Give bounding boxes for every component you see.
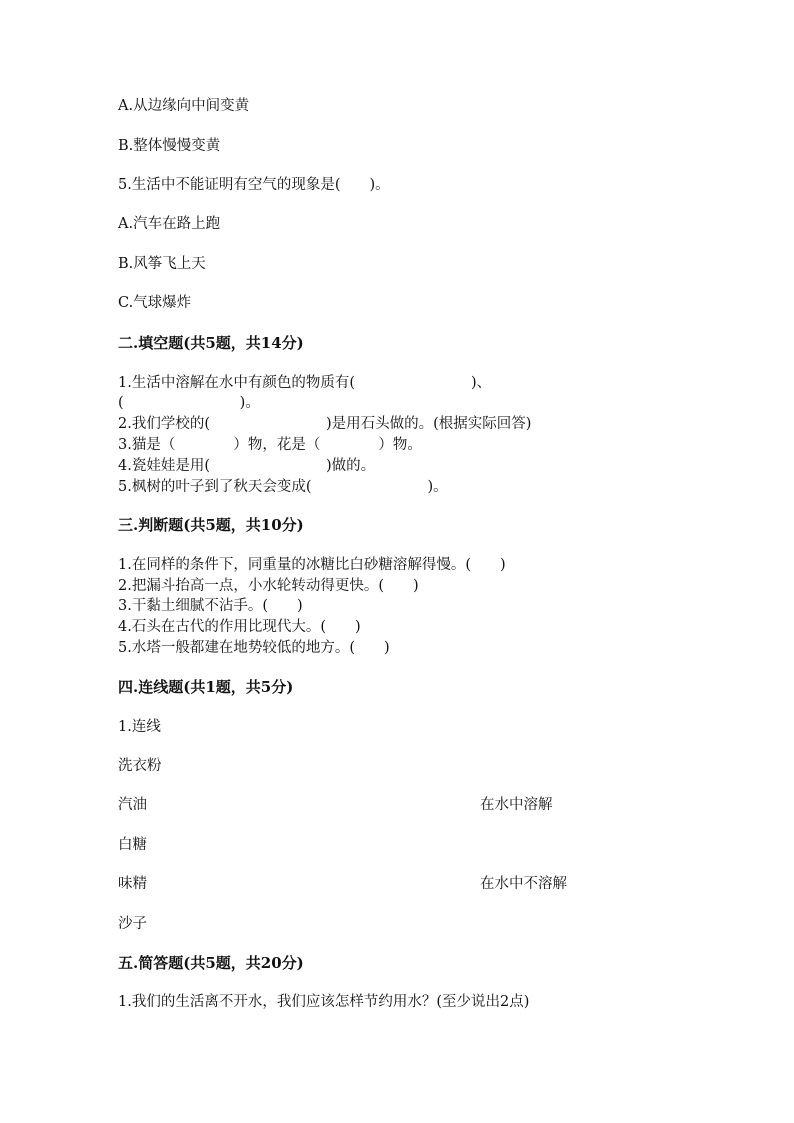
q5-option-a: A.汽车在路上跑 — [118, 216, 221, 232]
true-false-line-3: 3.干黏土细腻不沾手。( ) — [118, 598, 303, 614]
q4-option-b: B.整体慢慢变黄 — [118, 138, 221, 154]
true-false-line-5: 5.水塔一般都建在地势较低的地方。( ) — [118, 640, 390, 656]
short-answer-q1: 1.我们的生活离不开水，我们应该怎样节约用水？(至少说出2点) — [118, 994, 530, 1010]
q4-option-a: A.从边缘向中间变黄 — [118, 98, 250, 114]
fill-blank-line-1: 1.生活中溶解在水中有颜色的物质有( )、 — [118, 375, 492, 391]
q5-option-c: C.气球爆炸 — [118, 295, 192, 311]
short-answer-heading: 五.简答题(共5题，共20分) — [118, 954, 304, 972]
matching-left-item-2: 汽油 — [118, 797, 147, 813]
matching-left-item-4: 味精 — [118, 876, 147, 892]
fill-blank-line-2: 2.我们学校的( )是用石头做的。(根据实际回答) — [118, 416, 532, 432]
true-false-heading: 三.判断题(共5题，共10分) — [118, 516, 304, 534]
true-false-line-4: 4.石头在古代的作用比现代大。( ) — [118, 619, 361, 635]
matching-right-item-2: 在水中不溶解 — [480, 876, 567, 892]
matching-left-item-3: 白糖 — [118, 837, 147, 853]
matching-question: 1.连线 — [118, 719, 161, 735]
fill-blank-line-5: 5.枫树的叶子到了秋天会变成( )。 — [118, 479, 448, 495]
matching-left-item-1: 洗衣粉 — [118, 758, 162, 774]
fill-blank-line-4: 4.瓷娃娃是用( )做的。 — [118, 458, 376, 474]
matching-heading: 四.连线题(共1题，共5分) — [118, 678, 294, 696]
q5-option-b: B.风筝飞上天 — [118, 256, 206, 272]
true-false-line-2: 2.把漏斗抬高一点，小水轮转动得更快。( ) — [118, 578, 419, 594]
fill-blank-heading: 二.填空题(共5题，共14分) — [118, 334, 304, 352]
q5-stem: 5.生活中不能证明有空气的现象是( )。 — [118, 177, 390, 193]
matching-right-item-1: 在水中溶解 — [480, 797, 553, 813]
matching-left-item-5: 沙子 — [118, 916, 147, 932]
true-false-line-1: 1.在同样的条件下，同重量的冰糖比白砂糖溶解得慢。( ) — [118, 557, 506, 573]
fill-blank-line-3: 3.猫是（ ）物，花是（ ）物。 — [118, 437, 422, 453]
fill-blank-line-1-cont: ( )。 — [118, 395, 260, 411]
